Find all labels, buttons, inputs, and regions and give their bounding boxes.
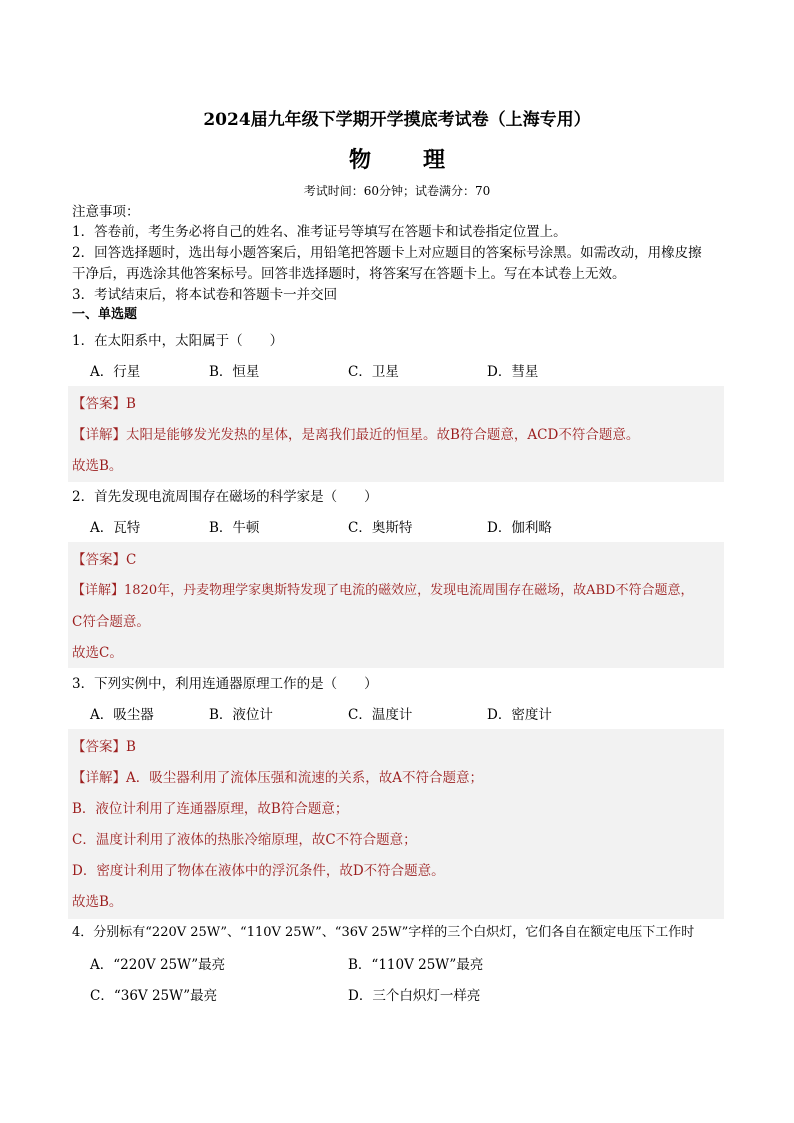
question-1-stem: 1．在太阳系中，太阳属于（ ）	[72, 333, 284, 349]
question-1-option-c: C．卫星	[348, 364, 399, 380]
question-3-answer	[72, 737, 136, 757]
question-2-detail	[72, 581, 693, 601]
question-4-option-b: B．“110V 25W”最亮	[348, 957, 484, 973]
answer-tag: 【答案】	[72, 552, 126, 568]
question-4-stem: 4．分别标有“220V 25W”、“110V 25W”、“36V 25W”字样的三个白炽灯，它们各自在额定电压下工作时	[72, 925, 695, 940]
exam-title: 2024届九年级下学期开学摸底考试卷（上海专用）	[203, 110, 591, 130]
question-3-conclusion: 故选B。	[72, 894, 123, 910]
question-4-option-d: D．三个白炽灯一样亮	[348, 988, 481, 1004]
question-1-detail	[72, 425, 639, 445]
notice-item-1: 1．答卷前，考生务必将自己的姓名、准考证号等填写在答题卡和试卷指定位置上。	[72, 224, 567, 240]
detail-tag: 【详解】	[72, 770, 126, 786]
exam-meta: 考试时间：60分钟；试卷满分：70	[303, 184, 491, 198]
question-2-stem: 2．首先发现电流周围存在磁场的科学家是（ ）	[72, 489, 378, 505]
question-3-option-a: A．吸尘器	[90, 707, 154, 723]
subject-char-2: 理	[423, 147, 446, 173]
question-4-option-a: A．“220V 25W”最亮	[90, 957, 226, 973]
notice-item-3: 3．考试结束后，将本试卷和答题卡一并交回	[72, 287, 338, 303]
question-1-answer	[72, 394, 136, 414]
answer-value: B	[126, 396, 136, 412]
question-1-option-d: D．彗星	[487, 364, 539, 380]
question-1-option-a: A．行星	[90, 364, 141, 380]
question-4-option-c: C．“36V 25W”最亮	[90, 988, 218, 1004]
question-2-option-d: D．伽利略	[487, 520, 552, 536]
question-2-answer	[72, 550, 136, 570]
question-3-detail-b: B．液位计利用了连通器原理，故B符合题意；	[72, 801, 349, 817]
notice-item-2-cont: 干净后，再选涂其他答案标号。回答非选择题时，将答案写在答题卡上。写在本试卷上无效。	[72, 266, 626, 282]
answer-tag: 【答案】	[72, 739, 126, 755]
section-heading: 一、单选题	[72, 307, 138, 322]
question-2-option-a: A．瓦特	[90, 520, 141, 536]
question-3-option-c: C．温度计	[348, 707, 413, 723]
question-3-detail	[72, 768, 483, 788]
detail-tag: 【详解】	[72, 427, 126, 443]
question-3-answer-box	[68, 729, 724, 919]
subject-char-1: 物	[348, 147, 371, 173]
question-2-conclusion: 故选C。	[72, 645, 123, 661]
question-1-option-b: B．恒星	[209, 364, 260, 380]
detail-text: A．吸尘器利用了流体压强和流速的关系，故A不符合题意；	[126, 770, 483, 786]
question-2-answer-box	[68, 542, 724, 668]
question-2-detail-cont: C符合题意。	[72, 614, 150, 630]
question-3-option-d: D．密度计	[487, 707, 552, 723]
question-3-stem: 3．下列实例中，利用连通器原理工作的是（ ）	[72, 676, 378, 692]
answer-value: B	[126, 739, 136, 755]
answer-tag: 【答案】	[72, 396, 126, 412]
notice-heading: 注意事项：	[72, 204, 140, 220]
detail-text: 太阳是能够发光发热的星体，是离我们最近的恒星。故B符合题意，ACD不符合题意。	[126, 427, 640, 443]
question-3-detail-d: D．密度计利用了物体在液体中的浮沉条件，故D不符合题意。	[72, 863, 445, 879]
question-3-option-b: B．液位计	[209, 707, 273, 723]
notice-item-2: 2．回答选择题时，选出每小题答案后，用铅笔把答题卡上对应题目的答案标号涂黑。如需改动，用橡皮擦	[72, 245, 702, 261]
subject-title	[0, 143, 794, 174]
answer-value: C	[126, 552, 137, 568]
question-2-option-b: B．牛顿	[209, 520, 260, 536]
detail-text: 1820年，丹麦物理学家奥斯特发现了电流的磁效应，发现电流周围存在磁场，故ABD不符合题意，	[124, 583, 694, 598]
question-2-option-c: C．奥斯特	[348, 520, 413, 536]
question-3-detail-c: C．温度计利用了液体的热胀冷缩原理，故C不符合题意；	[72, 832, 417, 848]
detail-tag: 【详解】	[72, 583, 125, 598]
question-1-conclusion: 故选B。	[72, 458, 123, 474]
